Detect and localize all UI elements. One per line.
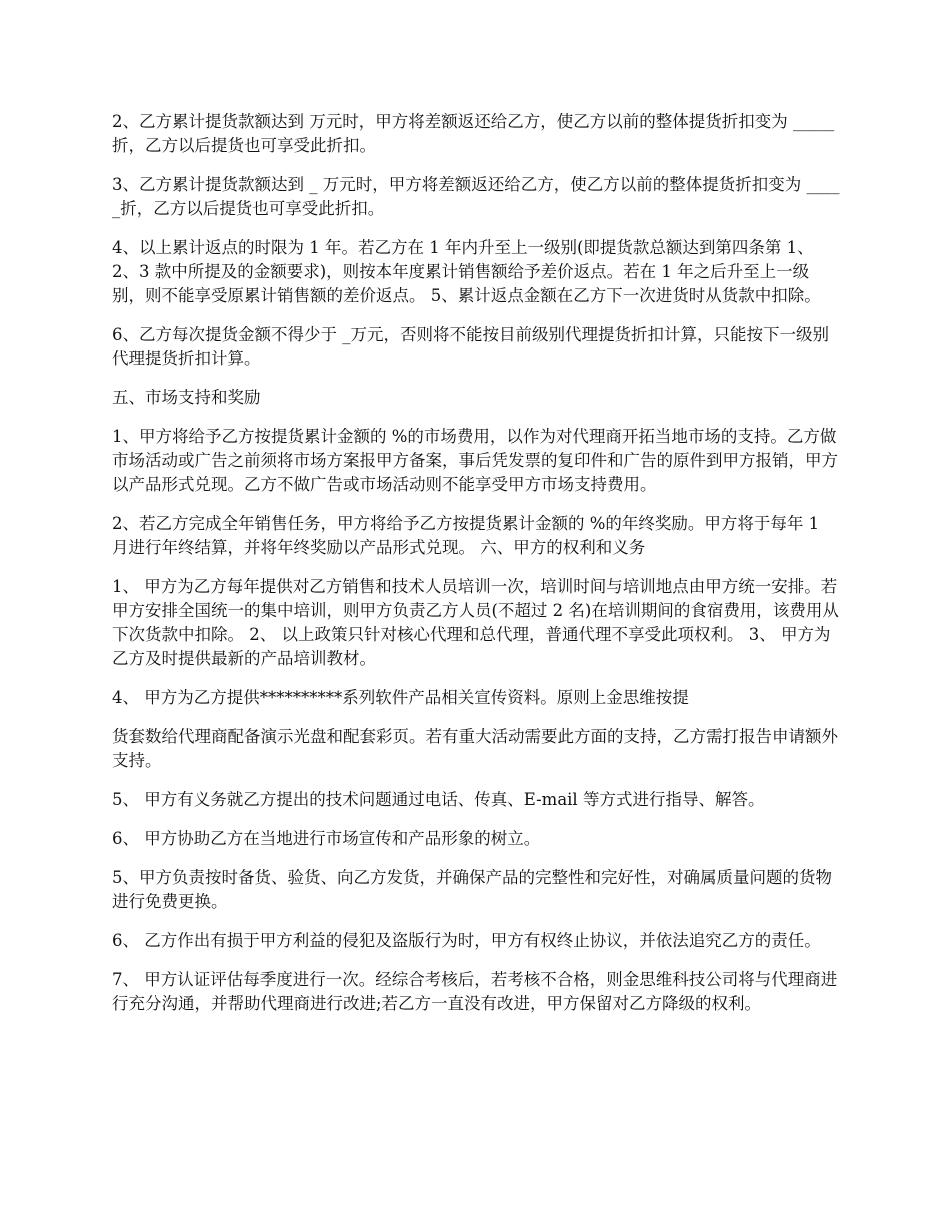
paragraph-demo-discs: 货套数给代理商配备演示光盘和配套彩页。若有重大活动需要此方面的支持，乙方需打报告申请额外支持。 bbox=[112, 727, 838, 770]
section-heading-market-support: 五、市场支持和奖励 bbox=[112, 388, 261, 407]
paragraph-shipping: 5、甲方负责按时备货、验货、向乙方发货，并确保产品的完整性和完好性，对确属质量问题的货物进行免费更换。 bbox=[112, 868, 832, 911]
paragraph-termination: 6、 乙方作出有损于甲方利益的侵犯及盗版行为时，甲方有权终止协议，并依法追究乙方的责任。 bbox=[112, 931, 821, 950]
paragraph-clause-2-rebate: 2、乙方累计提货款额达到 万元时，甲方将差额返还给乙方，使乙方以前的整体提货折扣变为 _____ 折，乙方以后提货也可享受此折扣。 bbox=[112, 112, 835, 155]
paragraph-clause-3-rebate: 3、乙方累计提货款额达到 _ 万元时，甲方将差额返还给乙方，使乙方以前的整体提货折扣变为 _____折，乙方以后提货也可享受此折扣。 bbox=[112, 175, 840, 218]
paragraph-quarterly-assessment: 7、 甲方认证评估每季度进行一次。经综合考核后，若考核不合格，则金思维科技公司将与代理商进行充分沟通，并帮助代理商进行改进;若乙方一直没有改进，甲方保留对乙方降级的权利。 bbox=[112, 970, 838, 1013]
paragraph-training: 1、 甲方为乙方每年提供对乙方销售和技术人员培训一次，培训时间与培训地点由甲方统一安排。若甲方安排全国统一的集中培训，则甲方负责乙方人员(不超过 2 名)在培训期间的食宿费用，该费用从下次货款中扣除。 2、 以上政策只针对核心代理和总代理，普通代理不享受此项权利。 3、 甲方为乙方及时提供最新的产品培训教材。 bbox=[112, 577, 839, 668]
paragraph-clause-6-minimum-order: 6、乙方每次提货金额不得少于 _万元，否则将不能按目前级别代理提货折扣计算，只能按下一级别代理提货折扣计算。 bbox=[112, 325, 829, 368]
paragraph-annual-reward: 2、若乙方完成全年销售任务，甲方将给予乙方按提货累计金额的 %的年终奖励。甲方将于每年 1 月进行年终结算，并将年终奖励以产品形式兑现。 六、甲方的权利和义务 bbox=[112, 514, 820, 557]
paragraph-clause-4-rebate-period: 4、以上累计返点的时限为 1 年。若乙方在 1 年内升至上一级别(即提货款总额达到第四条第 1、2、3 款中所提及的金额要求)，则按本年度累计销售额给予差价返点。若在 1 年之后升至上一级别，则不能享受原累计销售额的差价返点。 5、累计返点金额在乙方下一次进货时从货款中扣除。 bbox=[112, 238, 821, 305]
paragraph-promo-materials: 4、 甲方为乙方提供**********系列软件产品相关宣传资料。原则上金思维按提 bbox=[112, 688, 689, 707]
paragraph-market-fee: 1、甲方将给予乙方按提货累计金额的 %的市场费用，以作为对代理商开拓当地市场的支持。乙方做市场活动或广告之前须将市场方案报甲方备案，事后凭发票的复印件和广告的原件到甲方报销，甲方以产品形式兑现。乙方不做广告或市场活动则不能享受甲方市场支持费用。 bbox=[112, 427, 838, 494]
paragraph-local-marketing: 6、 甲方协助乙方在当地进行市场宣传和产品形象的树立。 bbox=[112, 829, 541, 848]
document-page bbox=[112, 110, 840, 1031]
paragraph-tech-support: 5、 甲方有义务就乙方提出的技术问题通过电话、传真、E-mail 等方式进行指导、解答。 bbox=[112, 790, 765, 809]
